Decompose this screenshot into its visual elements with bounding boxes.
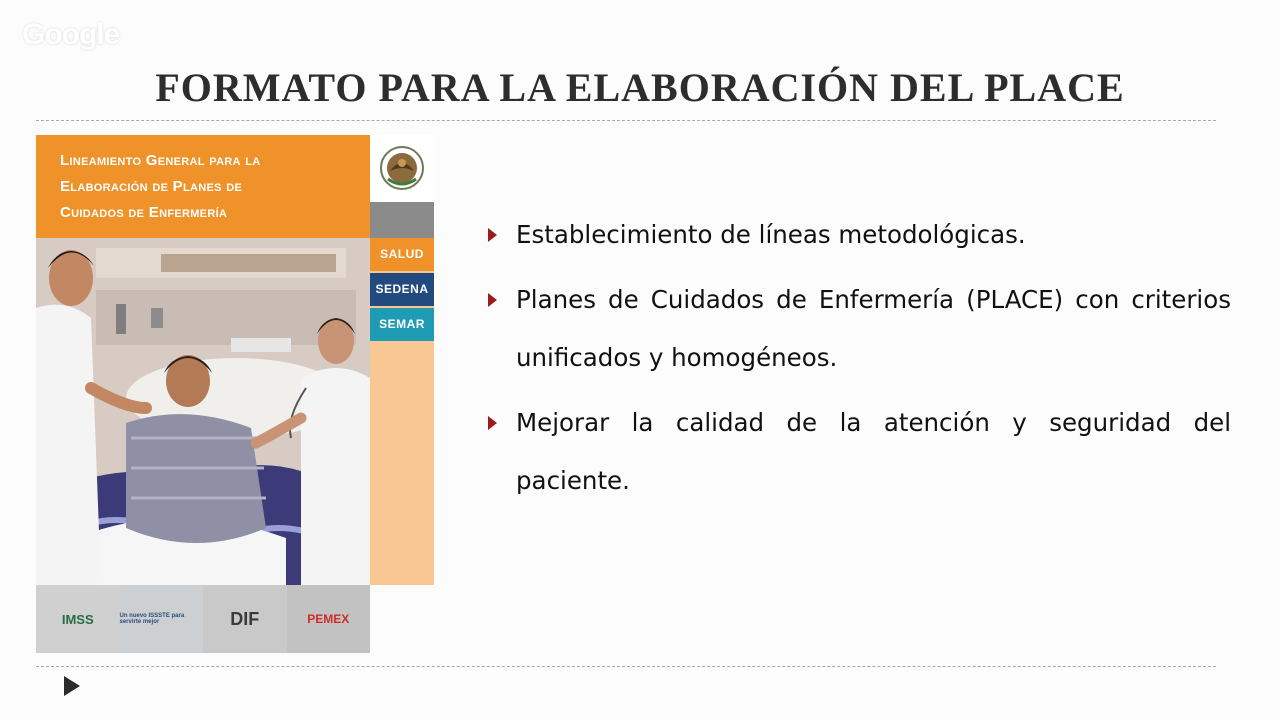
tag-semar: SEMAR bbox=[370, 308, 434, 341]
google-watermark: Google bbox=[22, 18, 120, 51]
bullet-item bbox=[486, 206, 1231, 264]
cover-heading-line: Cuidados de Enfermería bbox=[60, 204, 228, 221]
cover-heading-line: Lineamiento General para la bbox=[60, 152, 261, 169]
bullet-text: Mejorar la calidad de la atención y seguridad del paciente. bbox=[516, 408, 1231, 495]
bottom-divider bbox=[36, 666, 1216, 667]
cover-gray-strip bbox=[370, 202, 434, 238]
cover-heading-line: Elaboración de Planes de bbox=[60, 178, 243, 195]
dif-logo-text: DIF bbox=[230, 608, 260, 629]
play-icon[interactable] bbox=[64, 676, 80, 696]
tag-salud: SALUD bbox=[370, 238, 434, 271]
imss-logo-text: IMSS bbox=[61, 611, 94, 627]
bullet-arrow-icon bbox=[488, 293, 497, 307]
nurses-patient-photo bbox=[36, 238, 370, 585]
tag-sedena: SEDENA bbox=[370, 273, 434, 306]
guideline-cover-image bbox=[36, 135, 434, 653]
bullet-item bbox=[486, 394, 1231, 510]
pemex-logo-text: PEMEX bbox=[307, 612, 350, 626]
bullet-list bbox=[486, 206, 1231, 517]
bullet-arrow-icon bbox=[488, 416, 497, 430]
slide-title: FORMATO PARA LA ELABORACIÓN DEL PLACE bbox=[155, 65, 1125, 110]
dif-logo bbox=[203, 585, 287, 653]
mexico-seal-icon bbox=[378, 141, 426, 195]
bullet-item bbox=[486, 271, 1231, 387]
issste-logo-text: Un nuevo ISSSTE para servirte mejor bbox=[119, 613, 185, 625]
institution-logos bbox=[36, 585, 370, 653]
bullet-arrow-icon bbox=[488, 228, 497, 242]
pemex-logo bbox=[287, 585, 371, 653]
imss-logo bbox=[36, 585, 120, 653]
bullet-text: Establecimiento de líneas metodológicas. bbox=[516, 220, 1026, 249]
mexico-seal bbox=[370, 135, 434, 202]
cover-heading bbox=[36, 135, 370, 238]
issste-logo bbox=[120, 585, 204, 653]
top-divider bbox=[36, 120, 1216, 121]
bullet-text: Planes de Cuidados de Enfermería (PLACE) con criterios unificados y homogéneos. bbox=[516, 285, 1231, 372]
